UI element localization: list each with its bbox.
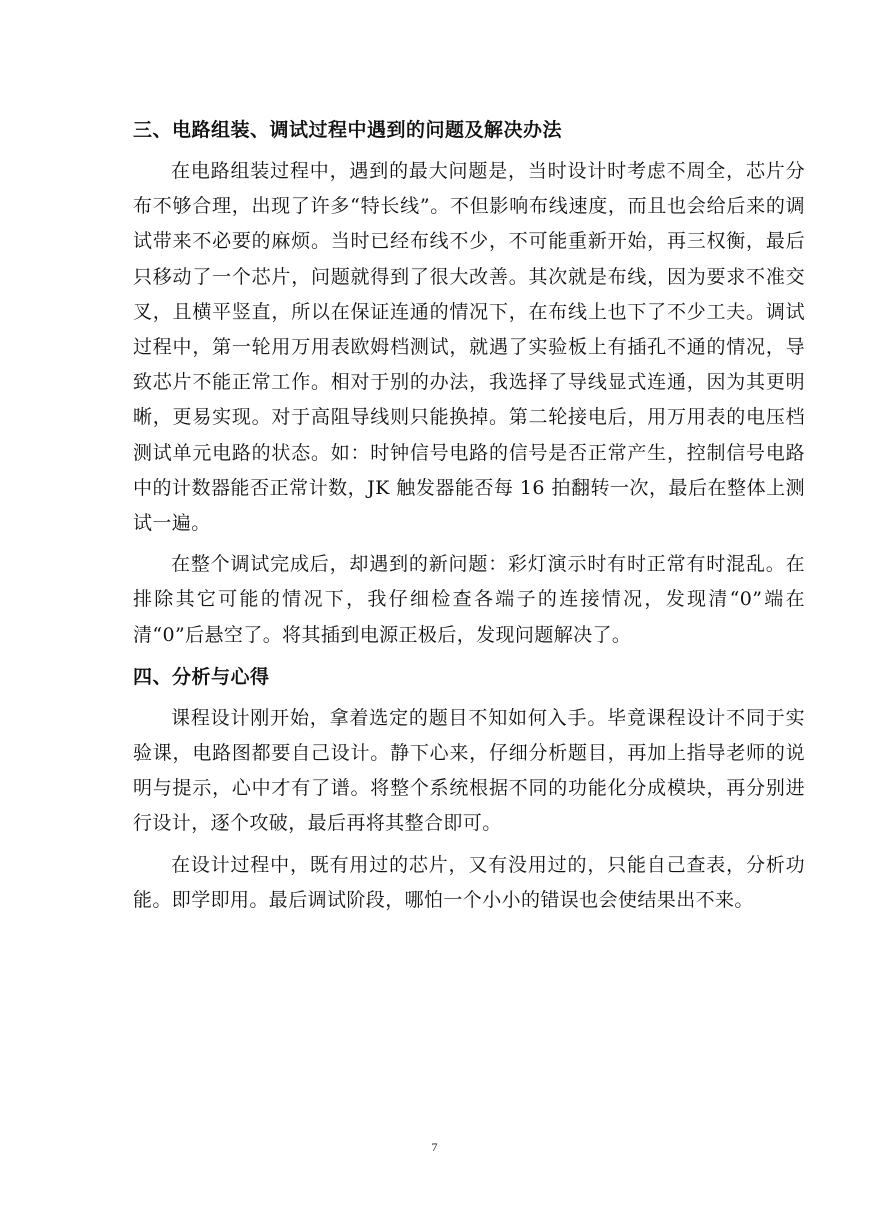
section-4-paragraph-2: 在设计过程中，既有用过的芯片，又有没用过的，只能自己查表，分析功能。即学即用。最后调试阶段，哪怕一个小小的错误也会使结果出不来。 (133, 853, 805, 911)
section-4-paragraph-1: 课程设计刚开始，拿着选定的题目不知如何入手。毕竟课程设计不同于实验课，电路图都要自己设计。静下心来，仔细分析题目，再加上指导老师的说明与提示，心中才有了谱。将整个系统根据不同的功能化分成模块，再分别进行设计，逐个攻破，最后再将其整合即可。 (133, 706, 805, 835)
section-4-heading: 四、分析与心得 (133, 665, 270, 688)
page-content (133, 112, 805, 924)
section-3-paragraph-2: 在整个调试完成后，却遇到的新问题：彩灯演示时有时正常有时混乱。在排除其它可能的情况下，我仔细检查各端子的连接情况，发现清“0”端在清“0”后悬空了。将其插到电源正极后，发现问题解决了。 (133, 553, 805, 646)
section-3-paragraph-1: 在电路组装过程中，遇到的最大问题是，当时设计时考虑不周全，芯片分布不够合理，出现了许多“特长线”。不但影响布线速度，而且也会给后来的调试带来不必要的麻烦。当时已经布线不少，不可能重新开始，再三权衡，最后只移动了一个芯片，问题就得到了很大改善。其次就是布线，因为要求不准交叉，且横平竖直，所以在保证连通的情况下，在布线上也下了不少工夫。调试过程中，第一轮用万用表欧姆档测试，就遇了实验板上有插孔不通的情况，导致芯片不能正常工作。相对于别的办法，我选择了导线显式连通，因为其更明晰，更易实现。对于高阻导线则只能换掉。第二轮接电后，用万用表的电压档测试单元电路的状态。如：时钟信号电路的信号是否正常产生，控制信号电路中的计数器能否正常计数，JK 触发器能否每 16 拍翻转一次，最后在整体上测试一遍。 (133, 160, 805, 535)
section-3-heading: 三、电路组装、调试过程中遇到的问题及解决办法 (133, 119, 563, 141)
page-number: 7 (431, 1140, 438, 1154)
